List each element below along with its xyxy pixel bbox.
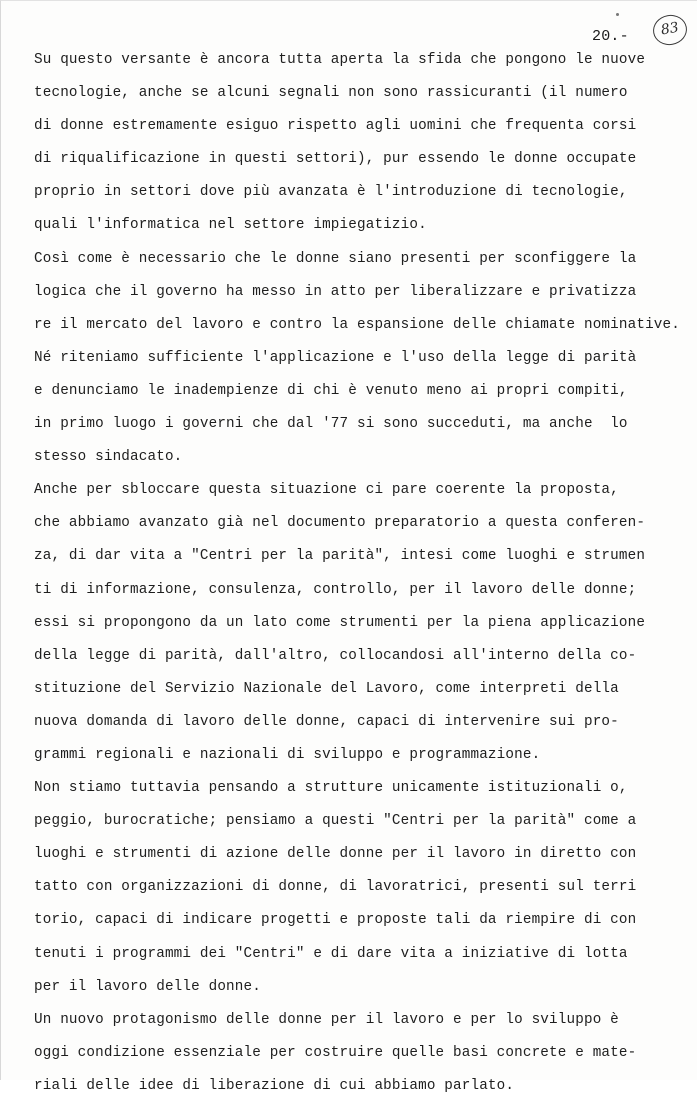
text-line: Anche per sbloccare questa situazione ci pare coerente la proposta, <box>34 482 619 499</box>
page-number: 20.- <box>592 28 629 45</box>
text-line: di riqualificazione in questi settori), pur essendo le donne occupate <box>34 151 637 168</box>
text-line: quali l'informatica nel settore impiegatizio. <box>34 217 427 234</box>
body-text <box>34 48 680 1107</box>
text-line: Su questo versante è ancora tutta aperta la sfida che pongono le nuove <box>34 52 646 68</box>
text-line: in primo luogo i governi che dal '77 si sono succeduti, ma anche lo <box>34 416 628 433</box>
text-line: tatto con organizzazioni di donne, di lavoratrici, presenti sul terri <box>34 879 637 896</box>
text-line: Né riteniamo sufficiente l'applicazione e l'uso della legge di parità <box>34 349 637 366</box>
text-line: za, di dar vita a "Centri per la parità", intesi come luoghi e strumen <box>34 548 646 565</box>
text-line: torio, capaci di indicare progetti e proposte tali da riempire di con <box>34 912 637 929</box>
text-line: riali delle idee di liberazione di cui abbiamo parlato. <box>34 1077 515 1094</box>
text-line: tenuti i programmi dei "Centri" e di dare vita a iniziative di lotta <box>34 945 628 962</box>
text-line: grammi regionali e nazionali di sviluppo e programmazione. <box>34 746 541 763</box>
text-line: Non stiamo tuttavia pensando a strutture unicamente istituzionali o, <box>34 780 628 797</box>
text-line: che abbiamo avanzato già nel documento preparatorio a questa conferen- <box>34 515 646 532</box>
ink-speck <box>616 13 619 16</box>
text-line: ti di informazione, consulenza, controllo, per il lavoro delle donne; <box>34 581 637 598</box>
text-line: luoghi e strumenti di azione delle donne per il lavoro in diretto con <box>34 846 637 863</box>
text-line: per il lavoro delle donne. <box>34 978 261 995</box>
text-line: proprio in settori dove più avanzata è l'introduzione di tecnologie, <box>34 184 628 201</box>
text-line: Un nuovo protagonismo delle donne per il lavoro e per lo sviluppo è <box>34 1011 619 1028</box>
text-line: e denunciamo le inadempienze di chi è venuto meno ai propri compiti, <box>34 382 628 399</box>
text-line: nuova domanda di lavoro delle donne, capaci di intervenire sui pro- <box>34 713 619 730</box>
text-line: tecnologie, anche se alcuni segnali non sono rassicuranti (il numero <box>34 85 628 102</box>
text-line: stesso sindacato. <box>34 449 183 466</box>
text-line: stituzione del Servizio Nazionale del Lavoro, come interpreti della <box>34 680 619 697</box>
text-line: Così come è necessario che le donne siano presenti per sconfiggere la <box>34 250 637 267</box>
text-line: di donne estremamente esiguo rispetto agli uomini che frequenta corsi <box>34 118 637 135</box>
text-line: essi si propongono da un lato come strumenti per la piena applicazione <box>34 614 646 631</box>
handwritten-archive-number: 83 <box>651 12 690 47</box>
text-line: oggi condizione essenziale per costruire quelle basi concrete e mate- <box>34 1044 637 1061</box>
text-line: della legge di parità, dall'altro, collocandosi all'interno della co- <box>34 647 637 664</box>
text-line: peggio, burocratiche; pensiamo a questi "Centri per la parità" come a <box>34 813 637 830</box>
text-line: re il mercato del lavoro e contro la espansione delle chiamate nominative. <box>34 316 680 333</box>
text-line: logica che il governo ha messo in atto per liberalizzare e privatizza <box>34 283 637 300</box>
